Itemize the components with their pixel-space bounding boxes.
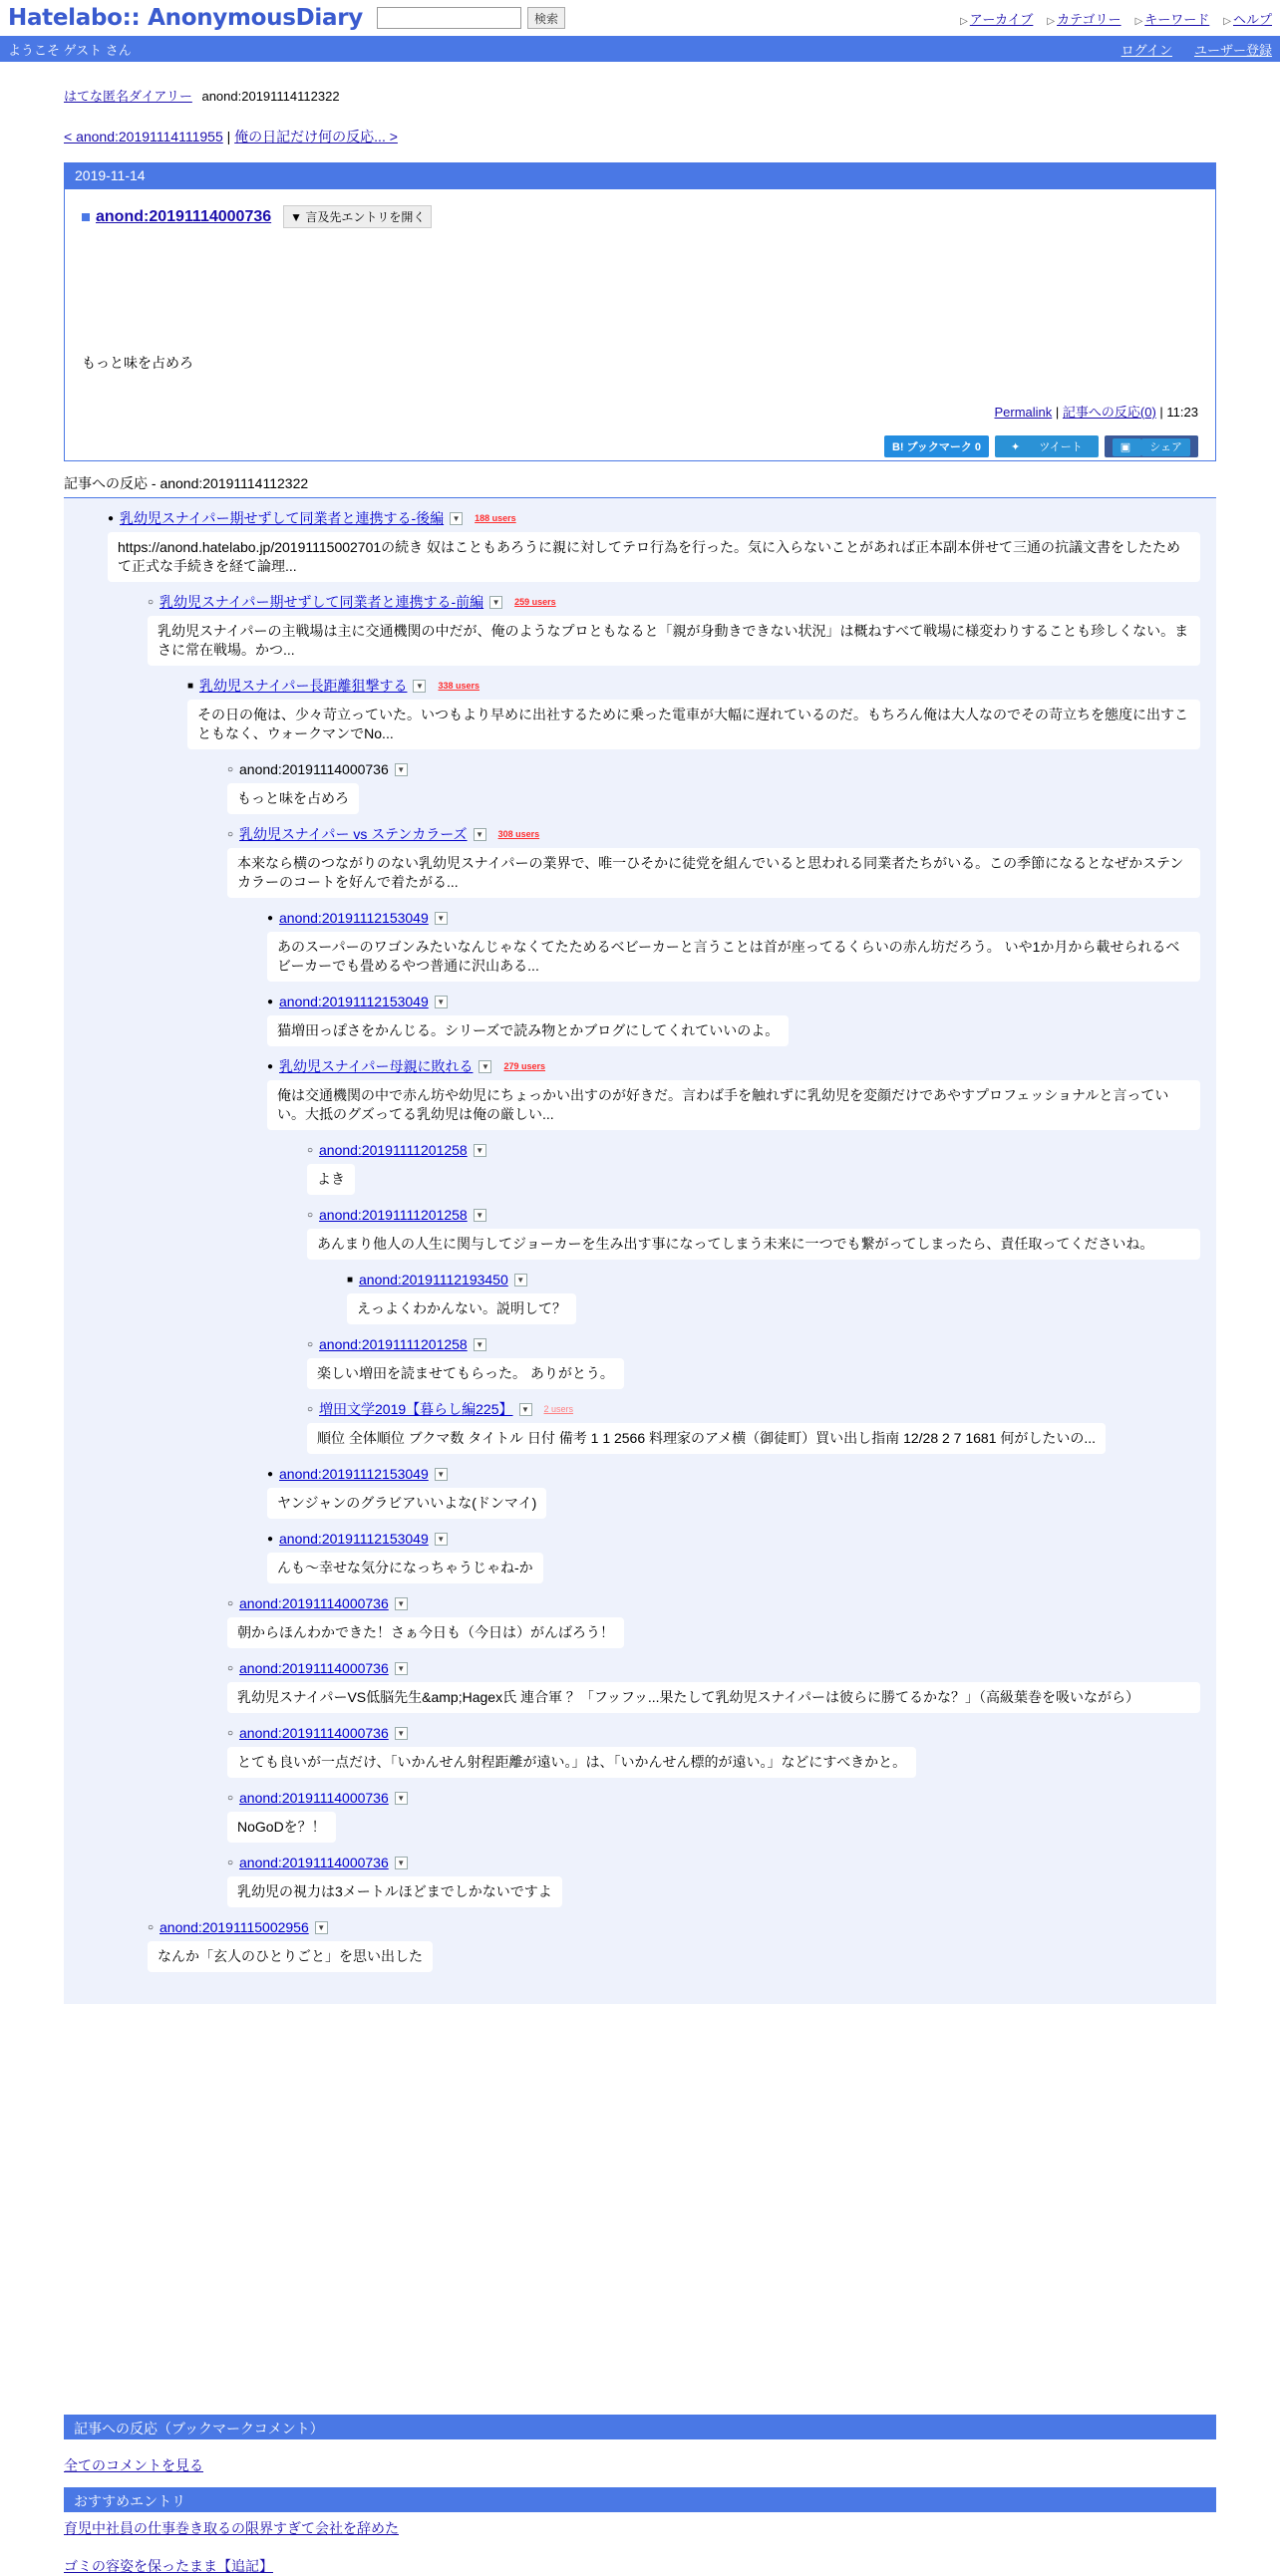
reaction-item — [267, 908, 1200, 982]
reaction-item — [307, 1140, 1200, 1205]
entry-text: もっと味を占めろ — [82, 355, 193, 371]
dropdown-toggle-icon[interactable]: ▼ — [395, 1662, 408, 1675]
reaction-title-link[interactable]: 乳幼児スナイパー長距離狙撃する — [199, 678, 408, 694]
bullet-icon: ○ — [227, 828, 234, 840]
reaction-item — [307, 1205, 1200, 1260]
dropdown-toggle-icon[interactable]: ▼ — [489, 596, 502, 609]
prev-next-nav — [64, 127, 1216, 146]
share-buttons — [884, 435, 1198, 457]
reactions-heading: 記事への反応 - anond:20191114112322 — [64, 473, 1216, 498]
breadcrumb-current: anond:20191114112322 — [201, 89, 340, 104]
arrow-icon: ▷ — [1223, 15, 1231, 27]
dropdown-toggle-icon[interactable]: ▼ — [435, 912, 448, 925]
reaction-item — [227, 1593, 1200, 1658]
facebook-label: シェア — [1141, 438, 1190, 456]
dropdown-toggle-icon[interactable]: ▼ — [474, 1338, 486, 1351]
bullet-icon: ● — [267, 1533, 274, 1545]
nav-keyword[interactable]: キーワード — [1144, 11, 1210, 27]
dropdown-toggle-icon[interactable]: ▼ — [450, 512, 463, 525]
day-date: 2019-11-14 — [65, 163, 1215, 189]
expand-references-button[interactable]: ▼ 言及先エントリを開く — [283, 205, 432, 228]
entry-meta — [994, 402, 1198, 421]
day-section — [64, 162, 1216, 461]
reaction-item — [267, 1056, 1200, 1130]
reaction-excerpt: その日の俺は、少々苛立っていた。いつもより早めに出社するために乗った電車が大幅に遅れているのだ。もちろん俺は大人なのでその苛立ちを態度に出すこともなく、ウォークマンでNo... — [187, 700, 1200, 749]
bullet-icon: ○ — [307, 1209, 314, 1221]
reaction-head — [227, 824, 1200, 844]
reaction-head — [227, 1853, 1200, 1872]
dropdown-toggle-icon[interactable]: ▼ — [395, 763, 408, 776]
twitter-icon: ✦ — [1003, 438, 1031, 456]
reaction-title-link[interactable]: anond:20191111201258 — [319, 1336, 468, 1352]
bookmark-users-badge[interactable]: 308 users — [497, 829, 540, 839]
reaction-excerpt: なんか「玄人のひとりごと」を思い出した — [148, 1941, 433, 1972]
reaction-title-link[interactable]: anond:20191112193450 — [359, 1272, 508, 1288]
facebook-share-button[interactable] — [1105, 435, 1198, 457]
bullet-icon: ■ — [187, 680, 194, 692]
bookmark-users-badge[interactable]: 188 users — [475, 513, 516, 523]
recommended-entry-link[interactable]: ゴミの容姿を保ったまま【追記】 — [64, 2558, 273, 2574]
hatena-bookmark-button[interactable]: B! ブックマーク 0 — [884, 435, 989, 457]
nav-category[interactable]: カテゴリー — [1057, 11, 1121, 27]
reaction-title-link[interactable]: anond:20191114000736 — [239, 1725, 389, 1741]
reaction-excerpt: ヤンジャンのグラビアいいよな(ドンマイ) — [267, 1488, 546, 1519]
arrow-icon: ▷ — [1134, 15, 1143, 27]
bullet-icon: ● — [267, 996, 274, 1007]
reaction-head — [307, 1399, 1200, 1419]
reaction-excerpt: 朝からほんわかできた！さぁ今日も（今日は）がんばろう！ — [227, 1617, 624, 1648]
reaction-excerpt: もっと味を占めろ — [227, 783, 359, 814]
reaction-excerpt: 順位 全体順位 ブクマ数 タイトル 日付 備考 1 1 2566 料理家のアメ横（御徒町）買い出し指南 12/28 2 7 1681 何がしたいの... — [307, 1423, 1106, 1454]
dropdown-toggle-icon[interactable]: ▼ — [435, 996, 448, 1008]
reaction-excerpt: あのスーパーのワゴンみたいなんじゃなくてたためるベビーカーと言うことは首が座ってるくらいの赤ん坊だろう。 いや1か月から載せられるベビーカーでも畳めるやつ普通に沢山ある... — [267, 932, 1200, 982]
meta-separator: | — [1159, 405, 1167, 420]
reaction-excerpt: あんまり他人の人生に関与してジョーカーを生み出す事になってしまう未来に一つでも繋がってしまったら、責任取ってくださいね。 — [307, 1229, 1200, 1260]
bullet-icon: ○ — [227, 1857, 234, 1868]
bookmark-users-badge[interactable]: 279 users — [503, 1061, 546, 1071]
entry-body — [65, 189, 1215, 460]
dropdown-toggle-icon[interactable]: ▼ — [435, 1468, 448, 1481]
reaction-head — [148, 592, 1200, 612]
arrow-icon: ▷ — [1047, 15, 1056, 27]
reaction-head — [307, 1334, 1200, 1354]
reaction-item — [227, 824, 1200, 898]
prev-next-separator: | — [226, 129, 231, 144]
reaction-item — [307, 1399, 1200, 1464]
reaction-title-link[interactable]: 乳幼児スナイパー vs ステンカラーズ — [239, 826, 468, 842]
recommended-heading: おすすめエントリ — [64, 2487, 1216, 2512]
reaction-head — [227, 1788, 1200, 1808]
entry-title-row — [82, 205, 1198, 228]
bullet-icon: ○ — [227, 763, 234, 775]
reaction-title-link[interactable]: 増田文学2019【暮らし編225】 — [319, 1401, 513, 1417]
reaction-item — [227, 1723, 1200, 1788]
entry-title-link[interactable]: anond:20191114000736 — [96, 207, 272, 225]
reaction-head — [108, 508, 1200, 528]
reaction-head — [347, 1270, 1200, 1289]
prev-entry-link[interactable]: < anond:20191114111955 — [64, 129, 223, 144]
dropdown-toggle-icon[interactable]: ▼ — [413, 680, 426, 693]
bullet-icon: ● — [267, 912, 274, 924]
recommended-section — [64, 2487, 1216, 2576]
reaction-title-link[interactable]: anond:20191111201258 — [319, 1142, 468, 1158]
reaction-title-link[interactable]: 乳幼児スナイパー期せずして同業者と連携する-後編 — [120, 510, 445, 526]
dropdown-toggle-icon[interactable]: ▼ — [474, 1209, 486, 1222]
reaction-item — [227, 1853, 1200, 1917]
reaction-excerpt: 乳幼児スナイパーVS低脳先生&amp;Hagex氏 連合軍 ？「フッフッ...果たして乳幼児スナイパーは彼らに勝てるかな？」（高級葉巻を吸いながら） — [227, 1682, 1200, 1713]
bullet-icon: ● — [267, 1468, 274, 1480]
dropdown-toggle-icon[interactable]: ▼ — [519, 1403, 532, 1416]
bullet-icon: ○ — [307, 1144, 314, 1156]
bookmark-users-badge[interactable]: 2 users — [543, 1404, 574, 1414]
reaction-excerpt: 猫増田っぽさをかんじる。シリーズで読み物とかブログにしてくれていいのよ。 — [267, 1015, 789, 1046]
reaction-excerpt: 乳幼児の視力は3メートルほどまでしかないですよ — [227, 1876, 562, 1907]
reaction-excerpt: とても良いが一点だけ、「いかんせん射程距離が遠い。」は、「いかんせん標的が遠い。」などにすべきかと。 — [227, 1747, 916, 1778]
meta-separator: | — [1055, 405, 1063, 420]
reaction-item — [148, 592, 1200, 666]
reaction-head — [227, 1723, 1200, 1743]
reaction-item — [267, 1529, 1200, 1593]
reaction-item — [307, 1334, 1200, 1399]
reaction-title-link[interactable]: anond:20191112153049 — [279, 1531, 429, 1547]
dropdown-toggle-icon[interactable]: ▼ — [395, 1727, 408, 1740]
reaction-excerpt: 本来なら横のつながりのない乳幼児スナイパーの業界で、唯一ひそかに徒党を組んでいると思われる同業者たちがいる。この季節になるとなぜかステンカラーのコートを好んで着たがる... — [227, 848, 1200, 898]
bullet-icon: ● — [108, 512, 115, 524]
reaction-excerpt: 乳幼児スナイパーの主戦場は主に交通機関の中だが、俺のようなプロともなると「親が身動きできない状況」は概ねすべて戦場に様変わりすることも珍しくない。まさに常在戦場。かつ... — [148, 616, 1200, 666]
bullet-icon: ○ — [307, 1338, 314, 1350]
reaction-item — [227, 1658, 1200, 1713]
breadcrumb — [64, 86, 1216, 105]
dropdown-toggle-icon[interactable]: ▼ — [395, 1857, 408, 1869]
dropdown-toggle-icon[interactable]: ▼ — [395, 1597, 408, 1610]
entry-time: 11:23 — [1166, 405, 1198, 420]
arrow-icon: ▷ — [960, 15, 968, 27]
reaction-excerpt: よき — [307, 1164, 355, 1195]
reaction-head — [307, 1140, 1200, 1160]
search-input[interactable] — [377, 7, 521, 29]
reaction-item — [267, 1464, 1200, 1529]
reaction-head — [227, 759, 1200, 779]
search-button[interactable]: 検索 — [527, 7, 565, 29]
recommended-entry-link[interactable]: 育児中社員の仕事巻き取るの限界すぎて会社を辞めた — [64, 2520, 399, 2536]
bookmark-comments-heading: 記事への反応（ブックマークコメント） — [64, 2415, 1216, 2439]
tweet-button[interactable] — [995, 435, 1099, 457]
reaction-title-link[interactable]: anond:20191111201258 — [319, 1207, 468, 1223]
reaction-tree — [64, 498, 1216, 2004]
reaction-item — [227, 1788, 1200, 1853]
bullet-icon: ○ — [148, 1921, 155, 1933]
reaction-excerpt: えっよくわかんない。説明して？ — [347, 1293, 576, 1324]
login-link[interactable]: ログイン — [1120, 42, 1172, 58]
dropdown-toggle-icon[interactable]: ▼ — [514, 1274, 527, 1287]
dropdown-toggle-icon[interactable]: ▼ — [395, 1792, 408, 1805]
nav-archive[interactable]: アーカイブ — [969, 11, 1034, 27]
reaction-excerpt: NoGoDを？！ — [227, 1812, 336, 1843]
reaction-title-link: anond:20191114000736 — [239, 761, 389, 777]
reaction-title-link[interactable]: 乳幼児スナイパー期せずして同業者と連携する-前編 — [160, 594, 484, 610]
reaction-head — [307, 1205, 1200, 1225]
permalink-link[interactable]: Permalink — [994, 405, 1053, 420]
dropdown-toggle-icon[interactable]: ▼ — [315, 1921, 328, 1934]
bookmark-users-badge[interactable]: 259 users — [514, 597, 556, 607]
reaction-item — [347, 1270, 1200, 1334]
reaction-head — [227, 1593, 1200, 1613]
nav-help[interactable]: ヘルプ — [1232, 11, 1272, 27]
reaction-head — [267, 992, 1200, 1011]
dropdown-toggle-icon[interactable]: ▼ — [435, 1533, 448, 1546]
breadcrumb-home[interactable]: はてな匿名ダイアリー — [64, 89, 192, 104]
reaction-excerpt: 俺は交通機関の中で赤ん坊や幼児にちょっかい出すのが好きだ。言わば手を触れずに乳幼児を変顔だけであやすプロフェッショナルと言っていい。大抵のグズってる乳幼児は俺の厳しい... — [267, 1080, 1200, 1130]
reaction-title-link[interactable]: anond:20191114000736 — [239, 1660, 389, 1676]
main-content — [64, 86, 1216, 2004]
square-icon — [82, 213, 90, 221]
reaction-excerpt: 楽しい増田を読ませてもらった。 ありがとう。 — [307, 1358, 624, 1389]
bullet-icon: ○ — [227, 1597, 234, 1609]
reaction-head — [267, 908, 1200, 928]
reaction-excerpt: んも～幸せな気分になっちゃうじゃね-か — [267, 1553, 543, 1583]
top-nav — [960, 9, 1272, 28]
reaction-head — [267, 1056, 1200, 1076]
bullet-icon: ○ — [148, 596, 155, 608]
reaction-item — [148, 1917, 1200, 1982]
next-entry-link[interactable]: 俺の日記だけ何の反応... > — [234, 129, 398, 144]
reaction-title-link[interactable]: anond:20191112153049 — [279, 910, 429, 926]
register-link[interactable]: ユーザー登録 — [1193, 42, 1272, 58]
bullet-icon: ○ — [307, 1403, 314, 1415]
reaction-head — [148, 1917, 1200, 1937]
bullet-icon: ○ — [227, 1662, 234, 1674]
reaction-head — [267, 1464, 1200, 1484]
site-header — [0, 0, 1280, 36]
reaction-title-link[interactable]: 乳幼児スナイパー母親に敗れる — [279, 1058, 474, 1074]
reaction-item — [108, 508, 1200, 582]
dropdown-toggle-icon[interactable]: ▼ — [479, 1060, 491, 1073]
bullet-icon: ■ — [347, 1274, 354, 1286]
reaction-excerpt: https://anond.hatelabo.jp/20191115002701の続き 奴はこともあろうに親に対してテロ行為を行った。気に入らないことがあれば正本副本併せて三通の抗議文書をしたためて正式な手続きを経て論理... — [108, 532, 1200, 582]
user-bar — [0, 36, 1280, 62]
reaction-title-link[interactable]: anond:20191114000736 — [239, 1790, 389, 1806]
bullet-icon: ● — [267, 1060, 274, 1072]
site-logo[interactable]: Hatelabo:: AnonymousDiary — [8, 5, 363, 31]
reaction-title-link[interactable]: anond:20191114000736 — [239, 1855, 389, 1870]
all-comments-link[interactable]: 全てのコメントを見る — [64, 2457, 203, 2473]
bullet-icon: ○ — [227, 1727, 234, 1739]
reactions-count-link[interactable]: 記事への反応(0) — [1062, 405, 1156, 420]
reaction-title-link[interactable]: anond:20191115002956 — [160, 1919, 309, 1935]
reaction-head — [267, 1529, 1200, 1549]
bookmark-users-badge[interactable]: 338 users — [438, 681, 480, 691]
dropdown-toggle-icon[interactable]: ▼ — [474, 828, 486, 841]
reaction-title-link[interactable]: anond:20191112153049 — [279, 994, 429, 1009]
welcome-text: ようこそ ゲスト さん — [8, 42, 132, 58]
reaction-title-link[interactable]: anond:20191114000736 — [239, 1595, 389, 1611]
bookmark-comments-section — [64, 2415, 1216, 2475]
reaction-item — [187, 676, 1200, 749]
reaction-head — [227, 1658, 1200, 1678]
facebook-icon: ▣ — [1113, 438, 1141, 456]
reaction-title-link[interactable]: anond:20191112153049 — [279, 1466, 429, 1482]
bullet-icon: ○ — [227, 1792, 234, 1804]
tweet-label: ツイート — [1031, 438, 1090, 456]
reaction-item — [267, 992, 1200, 1056]
reaction-head — [187, 676, 1200, 696]
reaction-item — [227, 759, 1200, 824]
dropdown-toggle-icon[interactable]: ▼ — [474, 1144, 486, 1157]
